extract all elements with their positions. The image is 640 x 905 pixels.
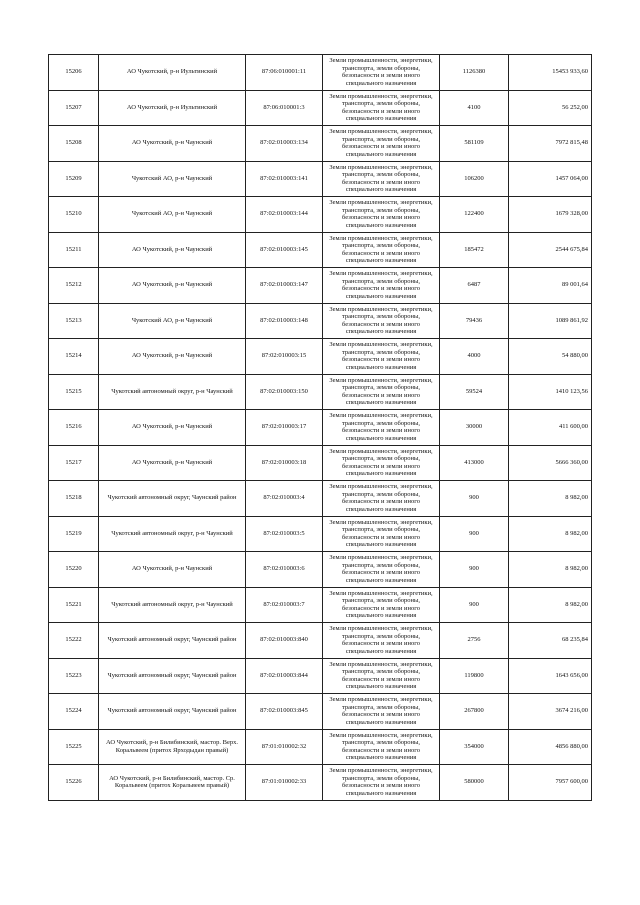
land-category-cell: Земли промышленности, энергетики, транспорта, земли обороны, безопасности и земли иного специального назначения: [323, 658, 440, 694]
cadastral-number-cell: 87:02:010003:18: [246, 445, 323, 481]
record-number-cell: 15210: [49, 197, 99, 233]
cadastral-number-cell: 87:02:010003:6: [246, 552, 323, 588]
area-cell: 900: [440, 481, 509, 517]
land-category-cell: Земли промышленности, энергетики, транспорта, земли обороны, безопасности и земли иного специального назначения: [323, 90, 440, 126]
cadastral-number-cell: 87:02:010003:147: [246, 268, 323, 304]
cadastral-number-cell: 87:06:010001:3: [246, 90, 323, 126]
area-cell: 79436: [440, 303, 509, 339]
cadastral-value-cell: 2544 675,84: [509, 232, 592, 268]
cadastral-value-cell: 8 982,00: [509, 587, 592, 623]
location-cell: АО Чукотский, р-н Чаунский: [99, 410, 246, 446]
table-row: [49, 339, 592, 375]
table-row: [49, 694, 592, 730]
cadastral-value-cell: 89 001,64: [509, 268, 592, 304]
area-cell: 106200: [440, 161, 509, 197]
cadastral-value-cell: 7957 600,00: [509, 765, 592, 801]
record-number-cell: 15214: [49, 339, 99, 375]
table-row: [49, 55, 592, 91]
table-row: [49, 161, 592, 197]
location-cell: АО Чукотский, р-н Чаунский: [99, 339, 246, 375]
area-cell: 354000: [440, 729, 509, 765]
location-cell: Чукотский автономный округ, р-н Чаунский: [99, 587, 246, 623]
cadastral-value-cell: 1410 123,56: [509, 374, 592, 410]
record-number-cell: 15220: [49, 552, 99, 588]
land-category-cell: Земли промышленности, энергетики, транспорта, земли обороны, безопасности и земли иного специального назначения: [323, 729, 440, 765]
land-category-cell: Земли промышленности, энергетики, транспорта, земли обороны, безопасности и земли иного специального назначения: [323, 552, 440, 588]
location-cell: Чукотский автономный округ, Чаунский район: [99, 694, 246, 730]
cadastral-number-cell: 87:02:010003:145: [246, 232, 323, 268]
table-row: [49, 268, 592, 304]
area-cell: 4000: [440, 339, 509, 375]
location-cell: Чукотский автономный округ, р-н Чаунский: [99, 516, 246, 552]
land-category-cell: Земли промышленности, энергетики, транспорта, земли обороны, безопасности и земли иного специального назначения: [323, 232, 440, 268]
area-cell: 185472: [440, 232, 509, 268]
cadastral-value-cell: 56 252,00: [509, 90, 592, 126]
record-number-cell: 15207: [49, 90, 99, 126]
location-cell: АО Чукотский, р-н Билибинский, мастор. Верх. Коральвеем (притох Ярходыдан правый): [99, 729, 246, 765]
land-category-cell: Земли промышленности, энергетики, транспорта, земли обороны, безопасности и земли иного специального назначения: [323, 516, 440, 552]
record-number-cell: 15226: [49, 765, 99, 801]
land-category-cell: Земли промышленности, энергетики, транспорта, земли обороны, безопасности и земли иного специального назначения: [323, 694, 440, 730]
cadastral-value-cell: 1679 328,00: [509, 197, 592, 233]
table-row: [49, 445, 592, 481]
area-cell: 1126380: [440, 55, 509, 91]
cadastral-number-cell: 87:02:010003:15: [246, 339, 323, 375]
cadastral-number-cell: 87:02:010003:141: [246, 161, 323, 197]
land-category-cell: Земли промышленности, энергетики, транспорта, земли обороны, безопасности и земли иного специального назначения: [323, 765, 440, 801]
cadastral-value-cell: 7972 815,48: [509, 126, 592, 162]
record-number-cell: 15206: [49, 55, 99, 91]
land-category-cell: Земли промышленности, энергетики, транспорта, земли обороны, безопасности и земли иного специального назначения: [323, 410, 440, 446]
area-cell: 59524: [440, 374, 509, 410]
cadastral-number-cell: 87:01:010002:33: [246, 765, 323, 801]
cadastral-value-cell: 54 880,00: [509, 339, 592, 375]
location-cell: Чукотский автономный округ, Чаунский район: [99, 658, 246, 694]
cadastral-number-cell: 87:02:010003:150: [246, 374, 323, 410]
land-category-cell: Земли промышленности, энергетики, транспорта, земли обороны, безопасности и земли иного специального назначения: [323, 161, 440, 197]
area-cell: 119800: [440, 658, 509, 694]
table-row: [49, 126, 592, 162]
record-number-cell: 15212: [49, 268, 99, 304]
cadastral-number-cell: 87:02:010003:134: [246, 126, 323, 162]
land-category-cell: Земли промышленности, энергетики, транспорта, земли обороны, безопасности и земли иного специального назначения: [323, 339, 440, 375]
cadastral-number-cell: 87:01:010002:32: [246, 729, 323, 765]
table-row: [49, 552, 592, 588]
record-number-cell: 15218: [49, 481, 99, 517]
record-number-cell: 15216: [49, 410, 99, 446]
land-category-cell: Земли промышленности, энергетики, транспорта, земли обороны, безопасности и земли иного специального назначения: [323, 126, 440, 162]
table-row: [49, 587, 592, 623]
cadastral-value-cell: 5666 360,00: [509, 445, 592, 481]
location-cell: АО Чукотский, р-н Чаунский: [99, 552, 246, 588]
land-category-cell: Земли промышленности, энергетики, транспорта, земли обороны, безопасности и земли иного специального назначения: [323, 268, 440, 304]
table-row: [49, 729, 592, 765]
record-number-cell: 15219: [49, 516, 99, 552]
cadastral-number-cell: 87:02:010003:7: [246, 587, 323, 623]
table-body: [49, 55, 592, 801]
cadastral-value-cell: 1089 861,92: [509, 303, 592, 339]
table-row: [49, 765, 592, 801]
area-cell: 4100: [440, 90, 509, 126]
cadastral-number-cell: 87:02:010003:148: [246, 303, 323, 339]
cadastral-number-cell: 87:02:010003:4: [246, 481, 323, 517]
record-number-cell: 15211: [49, 232, 99, 268]
area-cell: 30000: [440, 410, 509, 446]
cadastral-number-cell: 87:02:010003:845: [246, 694, 323, 730]
area-cell: 2756: [440, 623, 509, 659]
land-category-cell: Земли промышленности, энергетики, транспорта, земли обороны, безопасности и земли иного специального назначения: [323, 374, 440, 410]
table-row: [49, 623, 592, 659]
cadastral-number-cell: 87:06:010001:11: [246, 55, 323, 91]
table-row: [49, 410, 592, 446]
location-cell: АО Чукотский, р-н Чаунский: [99, 126, 246, 162]
record-number-cell: 15222: [49, 623, 99, 659]
cadastral-value-cell: 1643 656,00: [509, 658, 592, 694]
land-category-cell: Земли промышленности, энергетики, транспорта, земли обороны, безопасности и земли иного специального назначения: [323, 445, 440, 481]
cadastral-number-cell: 87:02:010003:840: [246, 623, 323, 659]
cadastral-value-cell: 8 982,00: [509, 552, 592, 588]
area-cell: 122400: [440, 197, 509, 233]
record-number-cell: 15221: [49, 587, 99, 623]
location-cell: Чукотский АО, р-н Чаунский: [99, 161, 246, 197]
cadastral-value-cell: 1457 064,00: [509, 161, 592, 197]
cadastral-value-cell: 68 235,84: [509, 623, 592, 659]
location-cell: АО Чукотский, р-н Чаунский: [99, 232, 246, 268]
table-row: [49, 303, 592, 339]
table-row: [49, 481, 592, 517]
area-cell: 267800: [440, 694, 509, 730]
cadastral-number-cell: 87:02:010003:17: [246, 410, 323, 446]
location-cell: АО Чукотский, р-н Иультинский: [99, 55, 246, 91]
cadastral-number-cell: 87:02:010003:844: [246, 658, 323, 694]
land-category-cell: Земли промышленности, энергетики, транспорта, земли обороны, безопасности и земли иного специального назначения: [323, 587, 440, 623]
land-category-cell: Земли промышленности, энергетики, транспорта, земли обороны, безопасности и земли иного специального назначения: [323, 623, 440, 659]
location-cell: Чукотский АО, р-н Чаунский: [99, 303, 246, 339]
location-cell: АО Чукотский, р-н Билибинский, мастор. Ср. Коральвеем (притох Коральвеем правый): [99, 765, 246, 801]
record-number-cell: 15217: [49, 445, 99, 481]
record-number-cell: 15213: [49, 303, 99, 339]
location-cell: Чукотский автономный округ, Чаунский район: [99, 623, 246, 659]
table-row: [49, 232, 592, 268]
table-row: [49, 90, 592, 126]
cadastral-number-cell: 87:02:010003:144: [246, 197, 323, 233]
location-cell: АО Чукотский, р-н Чаунский: [99, 268, 246, 304]
location-cell: АО Чукотский, р-н Чаунский: [99, 445, 246, 481]
land-category-cell: Земли промышленности, энергетики, транспорта, земли обороны, безопасности и земли иного специального назначения: [323, 481, 440, 517]
cadastral-value-cell: 8 982,00: [509, 516, 592, 552]
cadastral-value-cell: 3674 216,00: [509, 694, 592, 730]
record-number-cell: 15215: [49, 374, 99, 410]
table-row: [49, 516, 592, 552]
location-cell: АО Чукотский, р-н Иультинский: [99, 90, 246, 126]
record-number-cell: 15209: [49, 161, 99, 197]
area-cell: 413000: [440, 445, 509, 481]
table-row: [49, 658, 592, 694]
land-registry-table: [48, 54, 592, 801]
record-number-cell: 15223: [49, 658, 99, 694]
cadastral-value-cell: 4856 880,00: [509, 729, 592, 765]
location-cell: Чукотский автономный округ, Чаунский район: [99, 481, 246, 517]
cadastral-value-cell: 15453 933,60: [509, 55, 592, 91]
area-cell: 900: [440, 552, 509, 588]
record-number-cell: 15225: [49, 729, 99, 765]
location-cell: Чукотский автономный округ, р-н Чаунский: [99, 374, 246, 410]
location-cell: Чукотский АО, р-н Чаунский: [99, 197, 246, 233]
area-cell: 580000: [440, 765, 509, 801]
area-cell: 581109: [440, 126, 509, 162]
land-category-cell: Земли промышленности, энергетики, транспорта, земли обороны, безопасности и земли иного специального назначения: [323, 303, 440, 339]
cadastral-value-cell: 8 982,00: [509, 481, 592, 517]
cadastral-value-cell: 411 600,00: [509, 410, 592, 446]
area-cell: 900: [440, 587, 509, 623]
area-cell: 900: [440, 516, 509, 552]
record-number-cell: 15224: [49, 694, 99, 730]
land-category-cell: Земли промышленности, энергетики, транспорта, земли обороны, безопасности и земли иного специального назначения: [323, 197, 440, 233]
table-row: [49, 197, 592, 233]
area-cell: 6487: [440, 268, 509, 304]
table-row: [49, 374, 592, 410]
record-number-cell: 15208: [49, 126, 99, 162]
land-category-cell: Земли промышленности, энергетики, транспорта, земли обороны, безопасности и земли иного специального назначения: [323, 55, 440, 91]
cadastral-number-cell: 87:02:010003:5: [246, 516, 323, 552]
